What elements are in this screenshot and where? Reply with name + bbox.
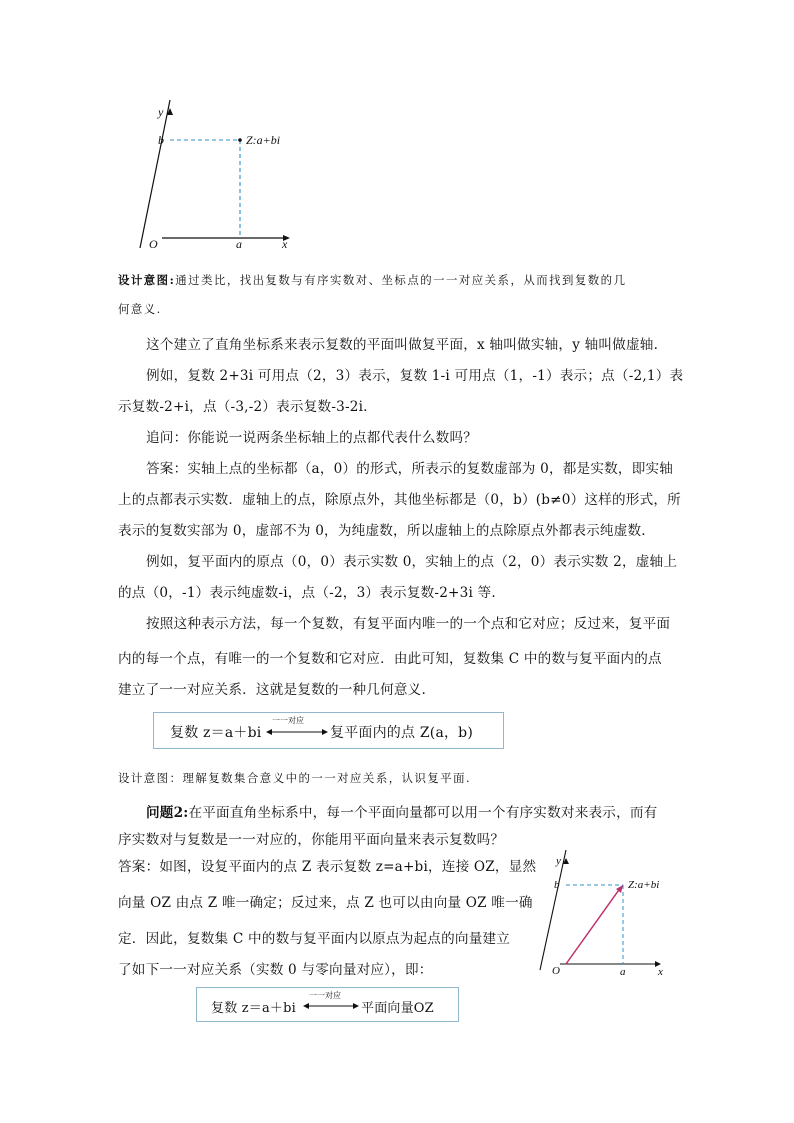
box1-left: 复数 z＝a＋bi bbox=[170, 725, 262, 741]
follow-up-question: 追问：你能说一说两条坐标轴上的点都代表什么数吗？ bbox=[146, 430, 478, 446]
design-intent-1-line2: 何意义. bbox=[118, 302, 162, 316]
complex-plane-figure-2 bbox=[540, 850, 675, 980]
example-2-line1: 例如，复平面内的原点（0，0）表示实数 0，实轴上的点（2，0）表示实数 2，虚轴上 bbox=[146, 554, 678, 570]
paragraph-complex-plane: 这个建立了直角坐标系来表示复数的平面叫做复平面，x 轴叫做实轴，y 轴叫做虚轴. bbox=[146, 337, 659, 353]
conclusion-line2: 内的每一个点，有唯一的一个复数和它对应．由此可知，复数集 C 中的数与复平面内的点 bbox=[118, 651, 662, 667]
box2-arrow-label: 一一对应 bbox=[309, 991, 341, 1000]
point-z bbox=[238, 138, 242, 142]
point-label-2: Z:a+bi bbox=[628, 879, 660, 891]
box2-left: 复数 z＝a＋bi bbox=[211, 1001, 297, 1016]
point-label: Z:a+bi bbox=[246, 133, 281, 147]
y-axis-2 bbox=[540, 850, 566, 970]
box1-arrow-label: 一一对应 bbox=[272, 716, 304, 725]
b-label-2: b bbox=[554, 879, 560, 891]
example-2-line2: 的点（0，-1）表示纯虚数-i，点（-2，3）表示复数-2+3i 等. bbox=[118, 585, 496, 601]
correspondence-box-1 bbox=[153, 712, 504, 749]
double-arrow-2 bbox=[303, 1001, 359, 1011]
y-axis bbox=[140, 100, 170, 248]
complex-plane-figure-1 bbox=[140, 100, 300, 260]
question-2-line2: 序实数对与复数是一一对应的，你能用平面向量来表示复数吗？ bbox=[118, 832, 505, 848]
answer-2-line1: 答案：如图，设复平面内的点 Z 表示复数 z=a+bi，连接 OZ，显然 bbox=[118, 859, 537, 875]
origin-label: O bbox=[149, 237, 158, 251]
box2-right: 平面向量OZ bbox=[361, 1001, 434, 1016]
a-label: a bbox=[236, 237, 242, 251]
answer-2-line2: 向量 OZ 由点 Z 唯一确定；反过来，点 Z 也可以由向量 OZ 唯一确 bbox=[118, 895, 533, 911]
x-label-2: x bbox=[658, 966, 663, 978]
design-intent-2: 设计意图：理解复数集合意义中的一一对应关系，认识复平面. bbox=[118, 771, 472, 785]
design-intent-1: 设计意图:通过类比，找出复数与有序实数对、坐标点的一一对应关系，从而找到复数的几 bbox=[118, 273, 627, 287]
answer-line3: 表示的复数实部为 0，虚部不为 0，为纯虚数，所以虚轴上的点除原点外都表示纯虚数. bbox=[118, 523, 646, 539]
x-label: x bbox=[282, 237, 288, 251]
answer-2-line3: 定．因此，复数集 C 中的数与复平面内以原点为起点的向量建立 bbox=[118, 931, 511, 947]
y-label: y bbox=[158, 105, 164, 119]
origin-label-2: O bbox=[552, 965, 560, 977]
paragraph-example-1-line2: 示复数-2+i，点（-3,-2）表示复数-3-2i. bbox=[118, 399, 368, 415]
answer-line2: 上的点都表示实数．虚轴上的点，除原点外，其他坐标都是（0，b）(b≠0）这样的形式，所 bbox=[118, 492, 681, 508]
answer-2-line4: 了如下一一对应关系（实数 0 与零向量对应），即： bbox=[118, 962, 433, 978]
question-2-line1: 问题2:在平面直角坐标系中，每一个平面向量都可以用一个有序实数对来表示，而有 bbox=[146, 805, 658, 821]
conclusion-line3: 建立了一一对应关系．这就是复数的一种几何意义. bbox=[118, 682, 426, 698]
paragraph-example-1-line1: 例如，复数 2+3i 可用点（2，3）表示，复数 1-i 可用点（1，-1）表示；点（-2,1）表 bbox=[146, 368, 684, 384]
double-arrow-1 bbox=[266, 727, 328, 737]
y-label-2: y bbox=[556, 855, 561, 867]
correspondence-box-2 bbox=[196, 987, 459, 1022]
vector-oz bbox=[566, 887, 621, 964]
box1-right: 复平面内的点 Z(a，b) bbox=[330, 725, 474, 741]
question-2-label: 问题2: bbox=[146, 805, 189, 821]
a-label-2: a bbox=[620, 966, 626, 978]
b-label: b bbox=[158, 133, 164, 147]
design-intent-label: 设计意图: bbox=[118, 273, 176, 287]
answer-line1: 答案：实轴上点的坐标都（a，0）的形式，所表示的复数虚部为 0，都是实数，即实轴 bbox=[146, 461, 674, 477]
conclusion-line1: 按照这种表示方法，每一个复数，有复平面内唯一的一个点和它对应；反过来，复平面 bbox=[146, 616, 671, 632]
